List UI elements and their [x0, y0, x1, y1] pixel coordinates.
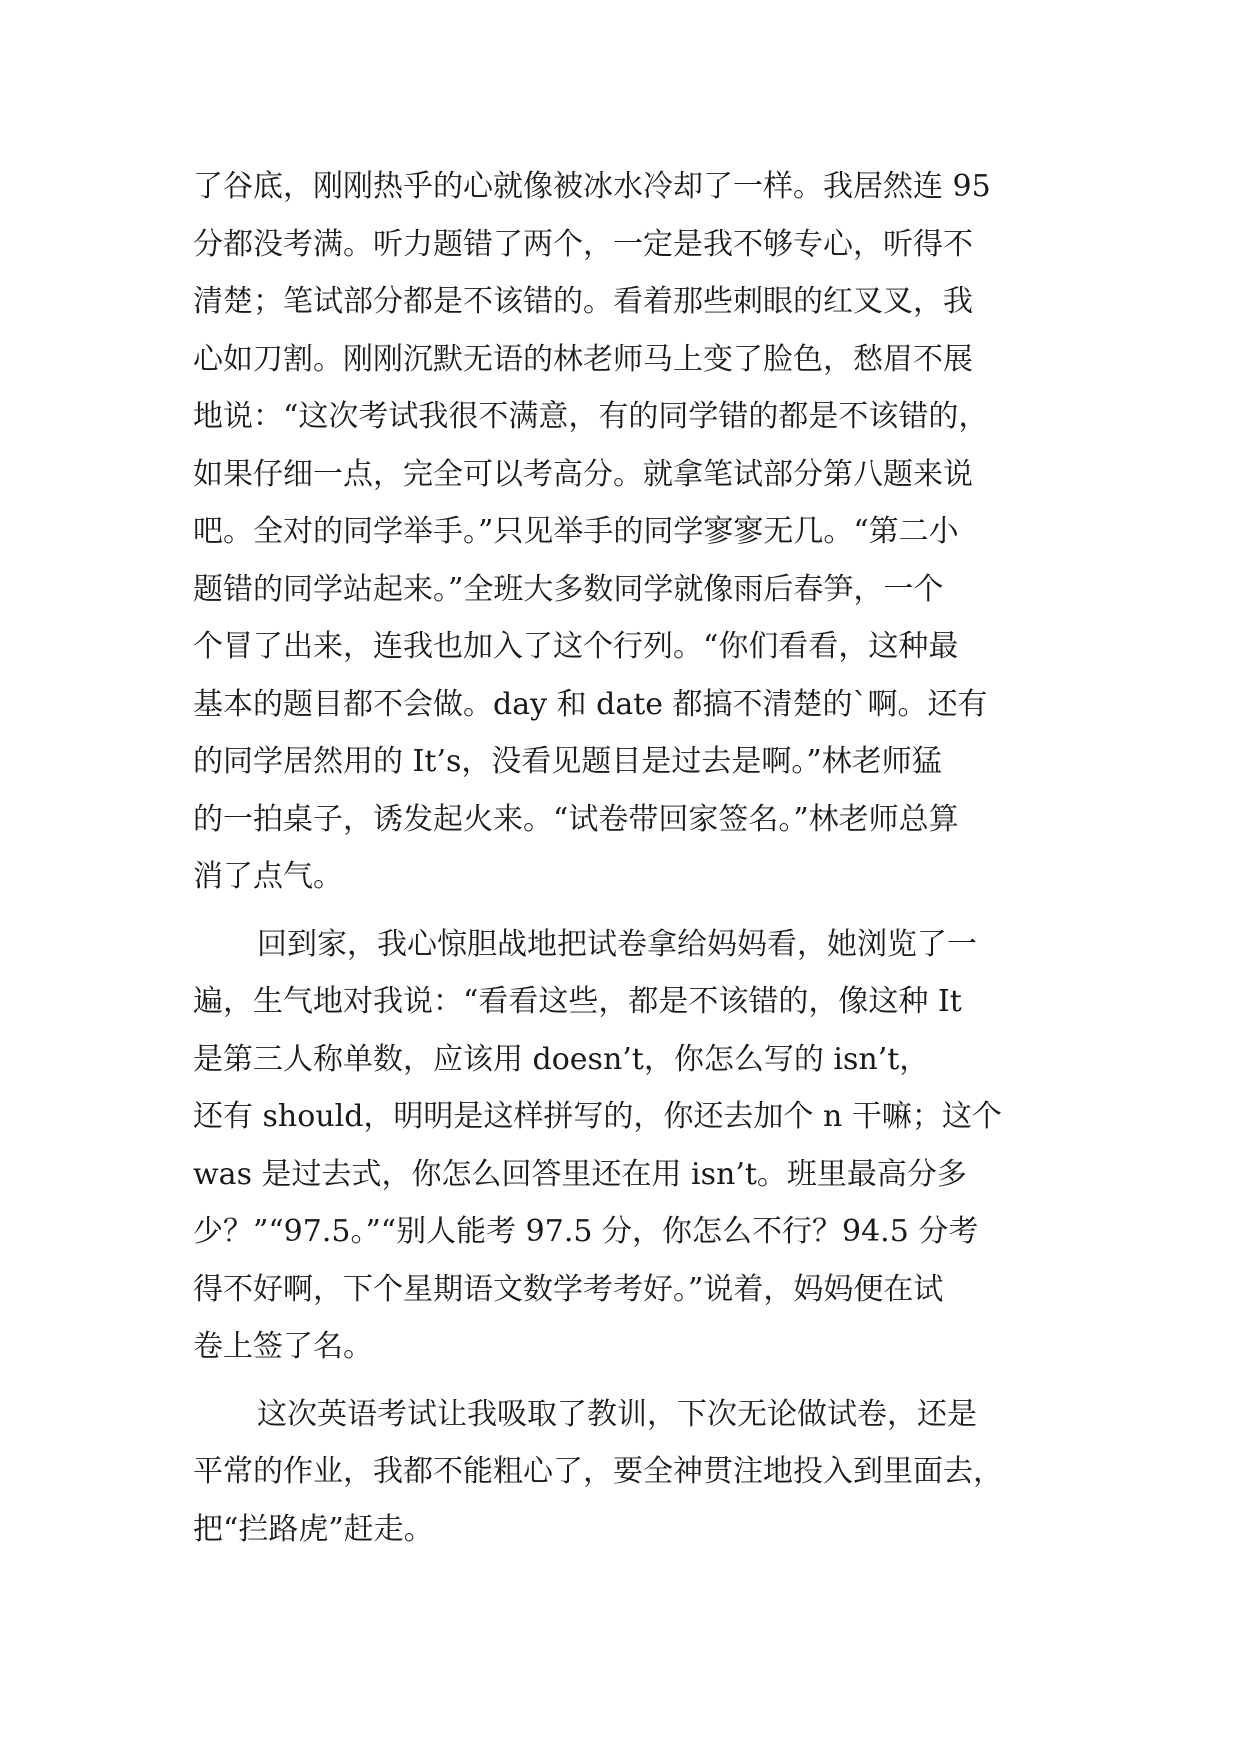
text-line: 把“拦路虎”赶走。: [193, 1511, 434, 1547]
text-line: 清楚；笔试部分都是不该错的。看着那些刺眼的红叉叉，我: [193, 284, 973, 319]
text-line: 得不好啊，下个星期语文数学考考好。”说着，妈妈便在试: [193, 1271, 944, 1307]
text-line: 基本的题目都不会做。day 和 date 都搞不清楚的`啊。还有: [193, 686, 988, 722]
text-line: 消了点气。: [193, 859, 343, 894]
text-line: 平常的作业，我都不能粗心了，要全神贯注地投入到里面去，: [193, 1454, 1003, 1489]
text-line: 吧。全对的同学举手。”只见举手的同学寥寥无几。“第二小: [193, 514, 959, 549]
text-line: 了谷底，刚刚热乎的心就像被冰水冷却了一样。我居然连 95: [193, 169, 991, 204]
paragraph-3: [193, 1386, 1073, 1559]
text-line: 分都没考满。听力题错了两个，一定是我不够专心，听得不: [193, 226, 973, 262]
text-line: 卷上签了名。: [193, 1329, 373, 1364]
text-line: 这次英语考试让我吸取了教训，下次无论做试卷，还是: [257, 1396, 977, 1432]
paragraph-1: [193, 158, 1073, 906]
paragraph-2: [193, 916, 1073, 1376]
text-line: 的同学居然用的 It’s，没看见题目是过去是啊。”林老师猛: [193, 744, 942, 779]
text-line: 如果仔细一点，完全可以考高分。就拿笔试部分第八题来说: [193, 456, 973, 492]
document-body: [193, 158, 1073, 1568]
text-line: 的一拍桌子，诱发起火来。“试卷带回家签名。”林老师总算: [193, 801, 959, 837]
text-line: 回到家，我心惊胆战地把试卷拿给妈妈看，她浏览了一: [257, 926, 977, 962]
text-line: 还有 should，明明是这样拼写的，你还去加个 n 干嘛；这个: [193, 1099, 1002, 1134]
text-line: 地说：“这次考试我很不满意，有的同学错的都是不该错的，: [193, 399, 989, 434]
text-line: was 是过去式，你怎么回答里还在用 isn’t。班里最高分多: [193, 1156, 967, 1192]
text-line: 心如刀割。刚刚沉默无语的林老师马上变了脸色，愁眉不展: [193, 341, 973, 377]
text-line: 个冒了出来，连我也加入了这个行列。“你们看看，这种最: [193, 629, 959, 664]
text-line: 题错的同学站起来。”全班大多数同学就像雨后春笋，一个: [193, 571, 944, 607]
text-line: 遍，生气地对我说：“看看这些，都是不该错的，像这种 It: [193, 984, 962, 1019]
text-line: 是第三人称单数，应该用 doesn’t，你怎么写的 isn’t，: [193, 1041, 930, 1077]
text-line: 少？”“97.5。”“别人能考 97.5 分，你怎么不行？94.5 分考: [193, 1214, 979, 1249]
